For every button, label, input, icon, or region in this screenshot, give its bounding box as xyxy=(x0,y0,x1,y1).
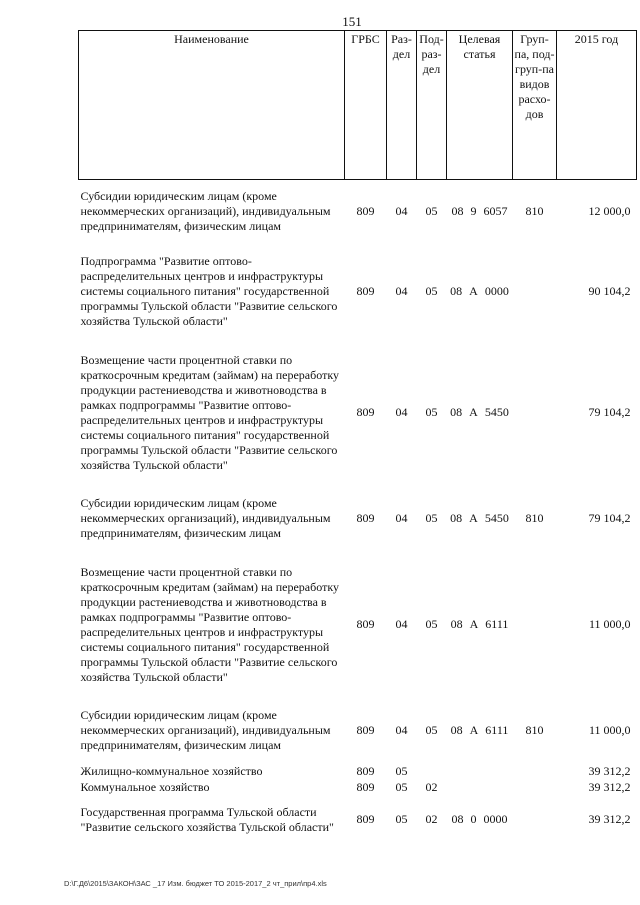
row-amount: 11 000,0 xyxy=(588,723,631,737)
row-grbs: 809 xyxy=(356,723,375,737)
row-amount: 39 312,2 xyxy=(588,812,631,826)
table-row xyxy=(79,180,637,244)
row-vid xyxy=(513,340,557,486)
table-row xyxy=(79,340,637,486)
row-name: Подпрограмма "Развитие оптово-распределительных центров и инфраструктуры системы социального питания" государственной программы Тульской области "Развитие сельского хозяйства Тульской области" xyxy=(80,254,338,328)
row-vid: 810 xyxy=(525,204,544,219)
header-row xyxy=(79,31,637,180)
row-vid xyxy=(513,244,557,340)
row-podrazdel: 02 xyxy=(425,812,438,826)
row-grbs: 809 xyxy=(356,284,375,298)
row-grbs: 809 xyxy=(356,405,375,419)
table-row xyxy=(79,244,637,340)
row-name: Возмещение части процентной ставки по краткосрочным кредитам (займам) на переработку продукции растениеводства и животноводства в рамках подпрограммы "Развитие оптово-распределительных центров и инфраструктуры системы социального питания" государственной программы Тульской области "Развитие сельского хозяйства Тульской области" xyxy=(80,352,339,472)
header-expense-type: Груп-па, под-груп-па видов расхо-дов xyxy=(513,31,557,180)
row-name: Коммунальное хозяйство xyxy=(80,780,210,794)
row-name: Субсидии юридическим лицам (кроме некоммерческих организаций), индивидуальным предпринимателям, физическим лицам xyxy=(80,496,331,540)
row-amount: 79 104,2 xyxy=(588,405,631,419)
header-razdel: Раз-дел xyxy=(387,31,417,180)
row-vid: 810 xyxy=(525,723,544,737)
budget-table xyxy=(78,30,637,844)
row-target: 08 А 5450 xyxy=(450,511,509,525)
row-grbs: 809 xyxy=(356,617,375,631)
row-razdel: 04 xyxy=(395,617,408,631)
row-grbs: 809 xyxy=(356,511,375,525)
row-razdel: 05 xyxy=(395,780,408,794)
row-name: Субсидии юридическим лицам (кроме некоммерческих организаций), индивидуальным предпринимателям, физическим лицам xyxy=(80,189,331,234)
row-amount: 39 312,2 xyxy=(588,780,631,794)
row-target: 08 0 0000 xyxy=(451,812,508,826)
row-vid xyxy=(513,796,557,844)
row-razdel: 04 xyxy=(395,405,408,419)
row-razdel: 04 xyxy=(395,284,408,298)
table-row xyxy=(79,486,637,552)
header-name: Наименование xyxy=(79,31,345,180)
row-vid xyxy=(513,780,557,796)
row-razdel: 04 xyxy=(395,511,408,525)
row-grbs: 809 xyxy=(356,780,375,794)
table-row xyxy=(79,780,637,796)
row-podrazdel: 02 xyxy=(425,780,438,794)
row-target: 08 А 0000 xyxy=(450,284,509,298)
row-podrazdel: 05 xyxy=(425,204,438,219)
header-year-2015: 2015 год xyxy=(557,31,637,180)
row-razdel: 04 xyxy=(395,723,408,737)
row-vid: 810 xyxy=(525,511,544,525)
row-podrazdel: 05 xyxy=(425,284,438,298)
row-target: 08 А 6111 xyxy=(450,723,509,737)
table-row xyxy=(79,552,637,698)
row-grbs: 809 xyxy=(356,764,375,778)
row-name: Возмещение части процентной ставки по краткосрочным кредитам (займам) на переработку продукции растениеводства и животноводства в рамках подпрограммы "Развитие оптово-распределительных центров и инфраструктуры системы социального питания" государственной программы Тульской области "Развитие сельского хозяйства Тульской области" xyxy=(80,564,339,684)
row-target: 08 А 6111 xyxy=(450,617,509,631)
row-razdel: 04 xyxy=(395,204,408,219)
row-amount: 90 104,2 xyxy=(588,284,631,298)
row-podrazdel: 05 xyxy=(425,617,438,631)
header-podrazdel: Под-раз-дел xyxy=(417,31,447,180)
row-name: Жилищно-коммунальное хозяйство xyxy=(80,764,263,778)
row-vid xyxy=(513,552,557,698)
row-target xyxy=(447,764,513,780)
table-row xyxy=(79,698,637,764)
row-amount: 79 104,2 xyxy=(588,511,631,525)
row-target: 08 9 6057 xyxy=(451,204,508,219)
row-podrazdel xyxy=(417,764,447,780)
row-razdel: 05 xyxy=(395,764,408,778)
row-podrazdel: 05 xyxy=(425,405,438,419)
row-podrazdel: 05 xyxy=(425,723,438,737)
table-row xyxy=(79,764,637,780)
row-amount: 39 312,2 xyxy=(588,764,631,778)
row-razdel: 05 xyxy=(395,812,408,826)
row-name: Государственная программа Тульской области "Развитие сельского хозяйства Тульской области" xyxy=(80,804,334,834)
table-row xyxy=(79,796,637,844)
header-target-article: Целевая статья xyxy=(447,31,513,180)
row-podrazdel: 05 xyxy=(425,511,438,525)
row-grbs: 809 xyxy=(356,812,375,826)
header-grbs: ГРБС xyxy=(345,31,387,180)
row-grbs: 809 xyxy=(356,204,375,219)
row-vid xyxy=(513,764,557,780)
file-path-footer: D:\Г.Д6\2015\ЗАКОН\ЗАС _17 Изм. бюджет ТО 2015-2017_2 чт_прил\пр4.xls xyxy=(64,879,327,888)
row-target xyxy=(447,780,513,796)
row-name: Субсидии юридическим лицам (кроме некоммерческих организаций), индивидуальным предпринимателям, физическим лицам xyxy=(80,708,331,752)
page-number: 151 xyxy=(342,14,362,29)
row-amount: 11 000,0 xyxy=(588,617,631,631)
row-target: 08 А 5450 xyxy=(450,405,509,419)
row-amount: 12 000,0 xyxy=(588,204,631,219)
